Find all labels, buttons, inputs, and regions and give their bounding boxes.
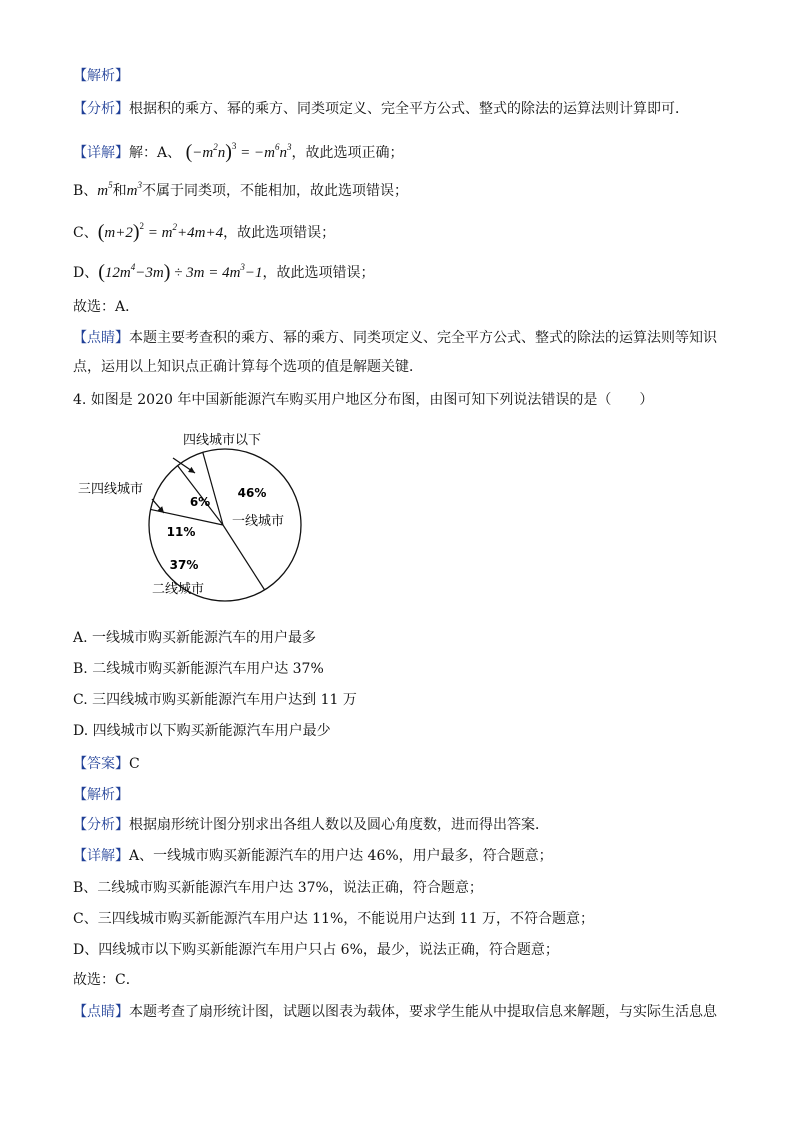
formula-b2: $m^3$ <box>126 180 142 199</box>
tag-xiangjie-2: 【详解】 <box>73 848 129 864</box>
option-d-prefix: D、 <box>73 265 99 281</box>
analysis-heading <box>73 66 129 86</box>
xiangjie-b-line <box>73 175 408 201</box>
fenxi-line <box>73 99 689 119</box>
tag-daan: 【答案】 <box>73 756 129 772</box>
tag-jiexi: 【解析】 <box>73 68 129 84</box>
dianjing-text-2: 本题考查了扇形统计图，试题以图表为载体，要求学生能从中提取信息来解题，与实际生活息息 <box>129 1004 717 1020</box>
option-d-verdict: ，故此选项错误； <box>262 265 375 281</box>
tag-fenxi: 【分析】 <box>73 101 129 117</box>
dianjing-line-2: 点，运用以上知识点正确计算每个选项的值是解题关键． <box>73 359 423 375</box>
pie-value-label: 46% <box>237 486 267 500</box>
pie-callout-label: 三四线城市 <box>78 482 144 497</box>
pie-slice-boundary-0 <box>203 452 223 525</box>
option-b-verdict: 不属于同类项，不能相加，故此选项错误； <box>141 183 408 199</box>
option-b: B. 二线城市购买新能源汽车用户达 37% <box>73 661 324 677</box>
xiangjie-c-2: C、三四线城市购买新能源汽车用户达 11%，不能说用户达到 11 万，不符合题意； <box>73 911 594 927</box>
answer-value: C <box>129 756 140 772</box>
tag-fenxi-2: 【分析】 <box>73 817 129 833</box>
tag-xiangjie: 【详解】 <box>73 145 129 161</box>
question-4: 4. 如图是 2020 年中国新能源汽车购买用户地区分布图，由图可知下列说法错误的是（ ） <box>73 392 654 408</box>
pie-slice-name: 一线城市 <box>231 514 285 529</box>
answer-line <box>73 754 140 774</box>
option-b-prefix: B、 <box>73 183 98 199</box>
tag-dianjing: 【点睛】 <box>73 330 129 346</box>
option-c-prefix: C、 <box>73 225 98 241</box>
xiangjie-line-2 <box>73 846 553 866</box>
option-a-verdict: ，故此选项正确； <box>291 145 404 161</box>
formula-b: $m^5$ <box>97 180 113 199</box>
dianjing-line <box>73 328 717 348</box>
dianjing-line-2b <box>73 1002 717 1022</box>
fenxi-text-2: 根据扇形统计图分别求出各组人数以及圆心角度数，进而得出答案． <box>129 817 549 833</box>
pie-chart-svg <box>70 425 330 615</box>
choice-c-line: 故选：C． <box>73 972 140 988</box>
analysis-heading-2 <box>73 785 129 805</box>
option-a-prefix: 解：A、 <box>129 145 182 161</box>
pie-chart <box>70 425 330 615</box>
xiangjie-a-line <box>73 136 403 163</box>
pie-value-label: 37% <box>169 558 199 572</box>
pie-callout-label: 四线城市以下 <box>183 433 262 448</box>
dianjing-text: 本题主要考查积的乘方、幂的乘方、同类项定义、完全平方公式、整式的除法的运算法则等知识 <box>129 330 717 346</box>
option-c-verdict: ，故此选项错误； <box>223 225 336 241</box>
tag-dianjing-2: 【点睛】 <box>73 1004 129 1020</box>
option-d: D. 四线城市以下购买新能源汽车用户最少 <box>73 723 331 739</box>
callout-arrow-fourth-tier-head <box>188 467 195 473</box>
fenxi-line-2 <box>73 815 549 835</box>
xiangjie-d-line <box>73 257 375 283</box>
pie-value-label: 11% <box>166 525 196 539</box>
pie-value-label: 6% <box>189 495 211 509</box>
option-c: C. 三四线城市购买新能源汽车用户达到 11 万 <box>73 692 357 708</box>
xiangjie-b-2: B、二线城市购买新能源汽车用户达 37%，说法正确，符合题意； <box>73 880 483 896</box>
xiangjie-text-2: A、一线城市购买新能源汽车的用户达 46%，用户最多，符合题意； <box>129 848 553 864</box>
pie-slice-boundary-1 <box>223 525 265 590</box>
choice-a-line: 故选：A． <box>73 299 140 315</box>
xiangjie-c-line <box>73 216 335 243</box>
option-a: A. 一线城市购买新能源汽车的用户最多 <box>73 630 317 646</box>
formula-a: $(-m^2n)^3 = -m^6n^3$ <box>185 141 292 163</box>
fenxi-text: 根据积的乘方、幂的乘方、同类项定义、完全平方公式、整式的除法的运算法则计算即可． <box>129 101 689 117</box>
formula-c: $(m+2)^2 = m^2+4m+4$ <box>97 221 224 243</box>
formula-d: $(12m^4-3m) \div 3m = 4m^3-1$ <box>98 261 263 283</box>
option-b-and: 和 <box>112 183 127 199</box>
pie-slice-name: 二线城市 <box>151 582 205 597</box>
tag-jiexi-2: 【解析】 <box>73 787 129 803</box>
xiangjie-d-2: D、四线城市以下购买新能源汽车用户只占 6%，最少，说法正确，符合题意； <box>73 942 559 958</box>
